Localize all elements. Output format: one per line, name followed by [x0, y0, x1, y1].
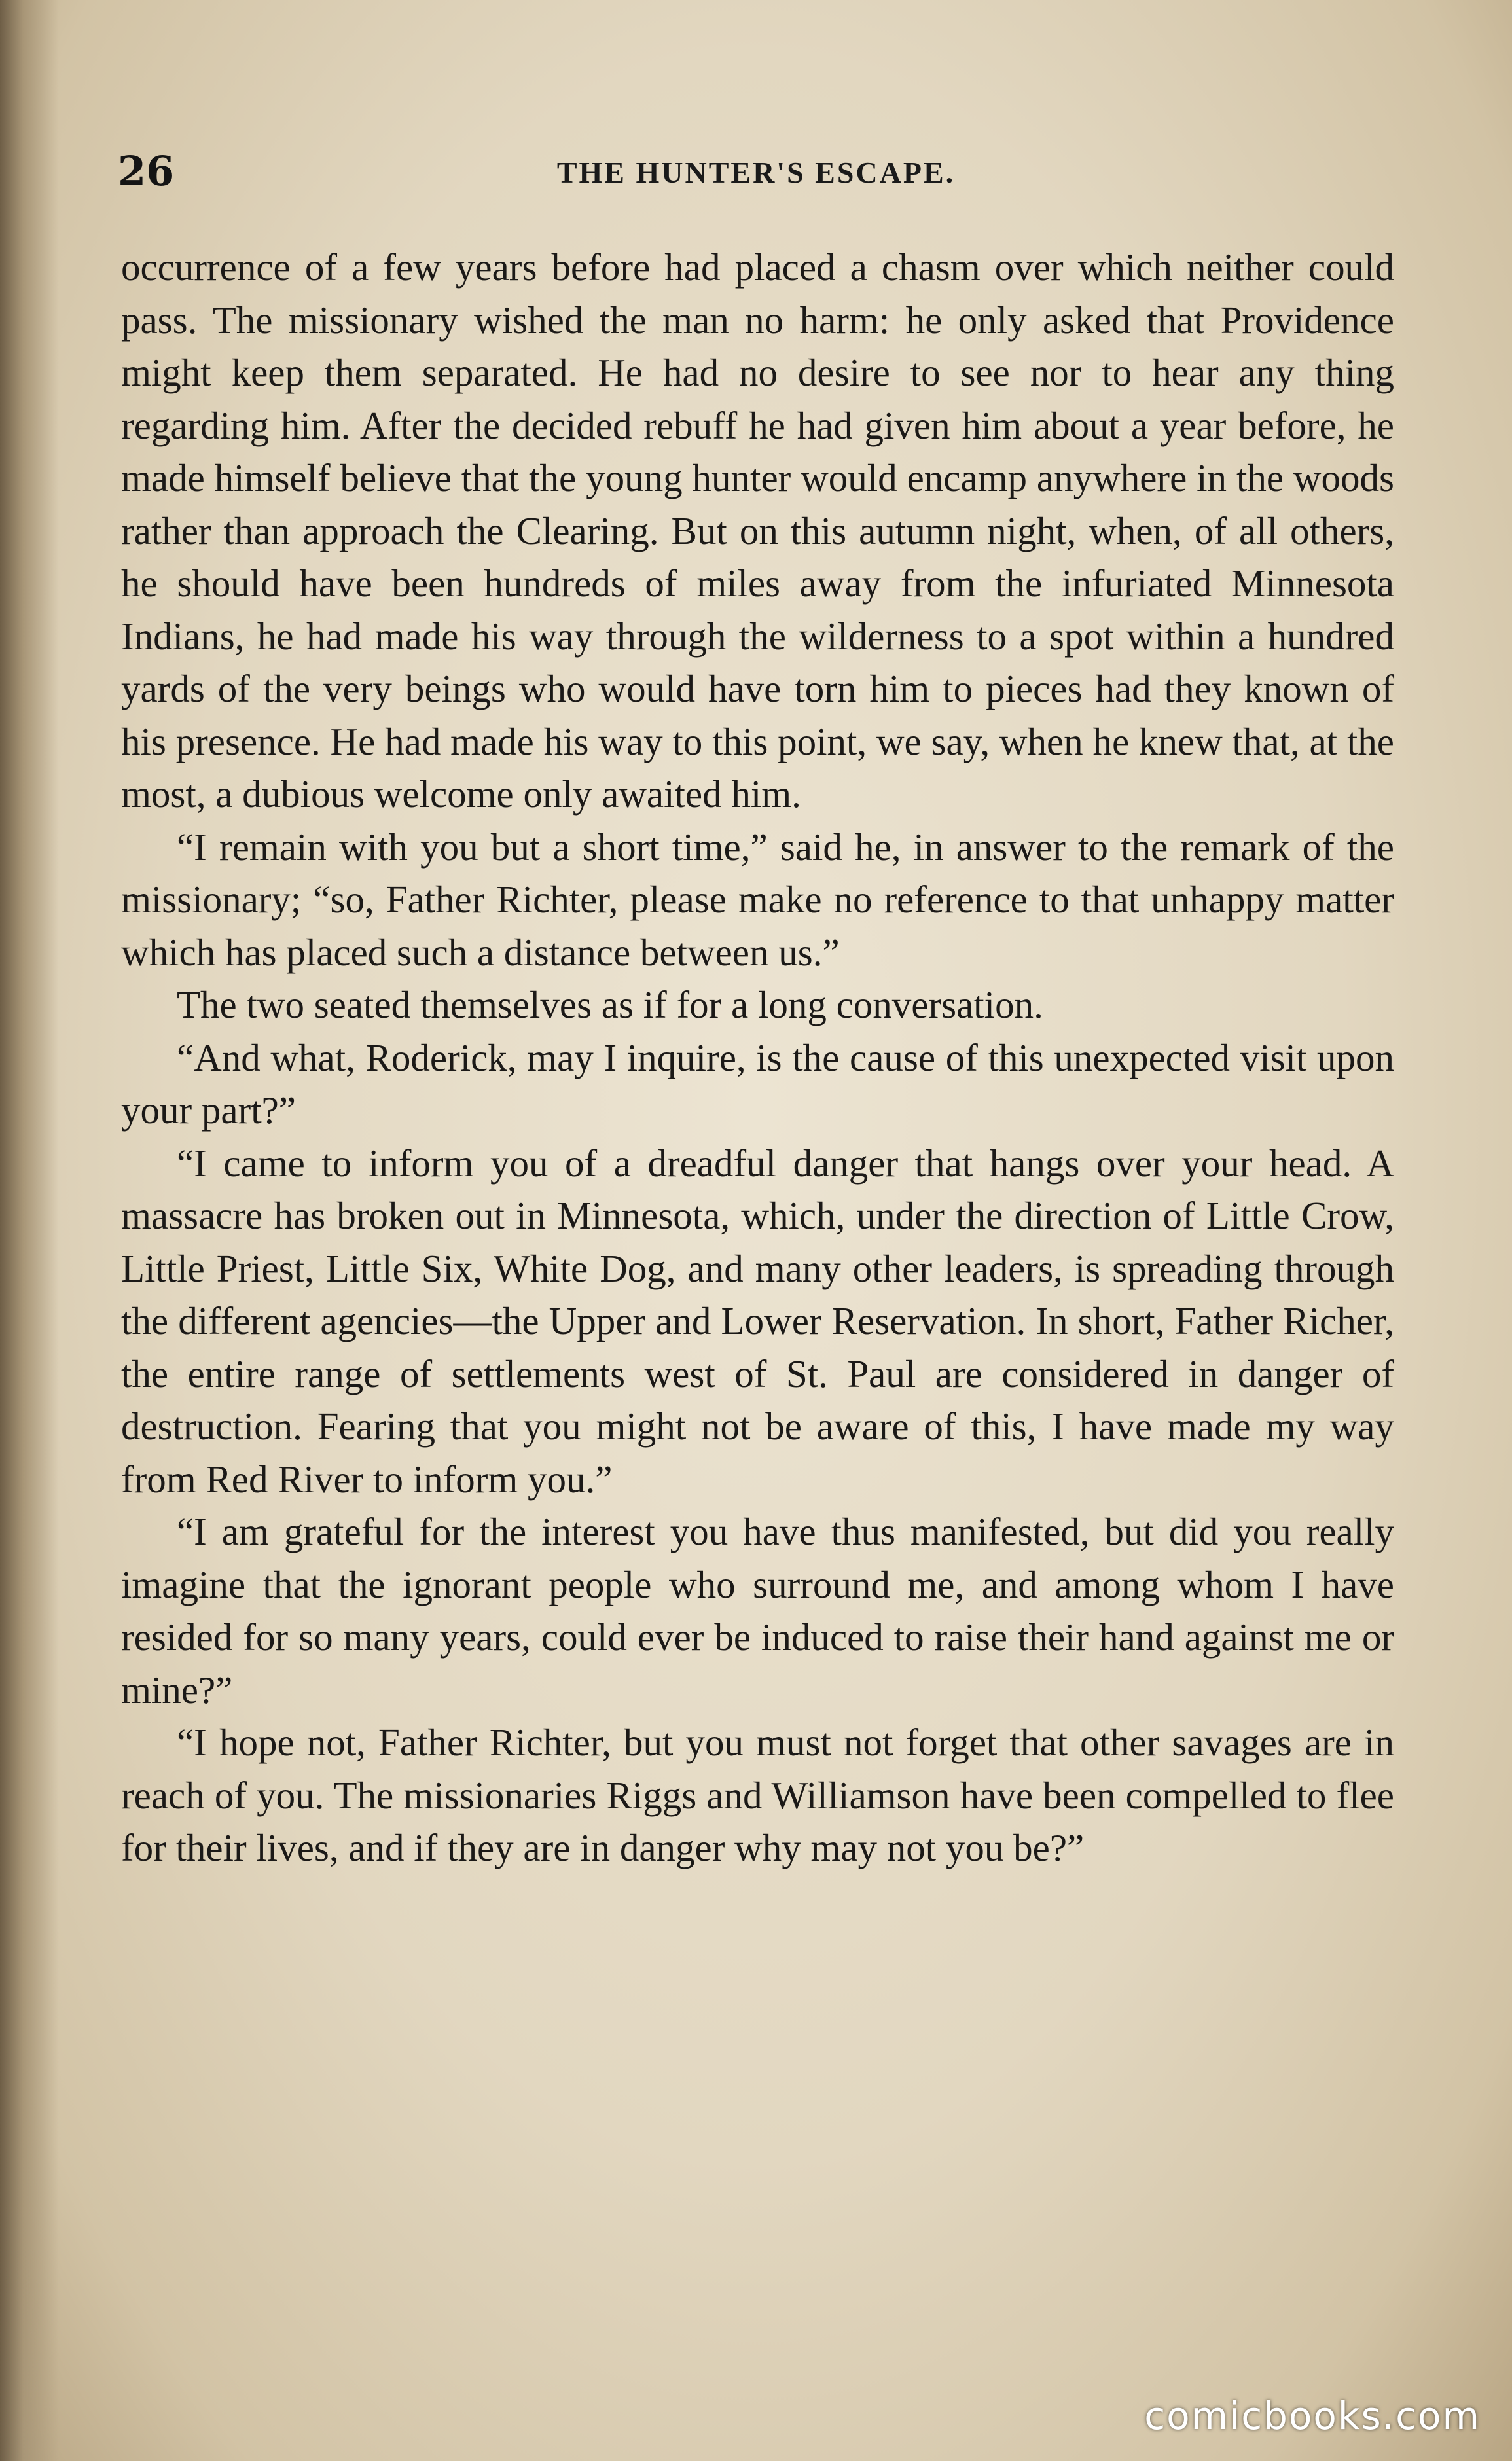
paragraph: The two seated themselves as if for a long conversation.	[177, 983, 1043, 1026]
running-head: THE HUNTER'S ESCAPE.	[556, 156, 956, 189]
page-spine-shadow	[0, 0, 59, 2461]
paragraph: “I hope not, Father Richter, but you must not forget that other savages are in reach of you. The missionaries Riggs and Williamson have been compelled to flee for their lives, and if they are in danger why may not you be?”	[121, 1721, 1394, 1869]
body-text	[121, 241, 1394, 1875]
page-number: 26	[118, 147, 175, 195]
paragraph: “I remain with you but a short time,” said he, in answer to the remark of the missionary; “so, Father Richter, please make no reference to that unhappy matter which has placed such a distance between us.”	[121, 825, 1394, 974]
watermark: comicbooks.com	[1144, 2394, 1481, 2438]
paragraph: “And what, Roderick, may I inquire, is the cause of this unexpected visit upon your part?”	[121, 1035, 1394, 1132]
paragraph: “I am grateful for the interest you have thus manifested, but did you really imagine that the ignorant people who surround me, and among whom I have resided for so many years, could ever be induced to raise their hand against me or mine?”	[121, 1510, 1394, 1712]
page-header	[118, 147, 1394, 206]
paragraph: “I came to inform you of a dreadful danger that hangs over your head. A massacre has broken out in Minnesota, which, under the direction of Little Crow, Little Priest, Little Six, White Dog, and many other leaders, is spreading through the different agencies—the Upper and Lower Reservation. In short, Father Richer, the entire range of settlements west of St. Paul are considered in danger of destruction. Fearing that you might not be aware of this, I have made my way from Red River to inform you.”	[121, 1141, 1394, 1501]
paragraph: occurrence of a few years before had placed a chasm over which neither could pass. The missionary wished the man no harm: he only asked that Providence might keep them separated. He had no desire to see nor to hear any thing regarding him. After the decided rebuff he had given him about a year before, he made himself believe that the young hunter would encamp anywhere in the woods rather than approach the Clearing. But on this autumn night, when, of all others, he should have been hundreds of miles away from the infuriated Minnesota Indians, he had made his way through the wilderness to a spot within a hundred yards of the very beings who would have torn him to pieces had they known of his presence. He had made his way to this point, we say, when he knew that, at the most, a dubious welcome only awaited him.	[121, 245, 1394, 816]
